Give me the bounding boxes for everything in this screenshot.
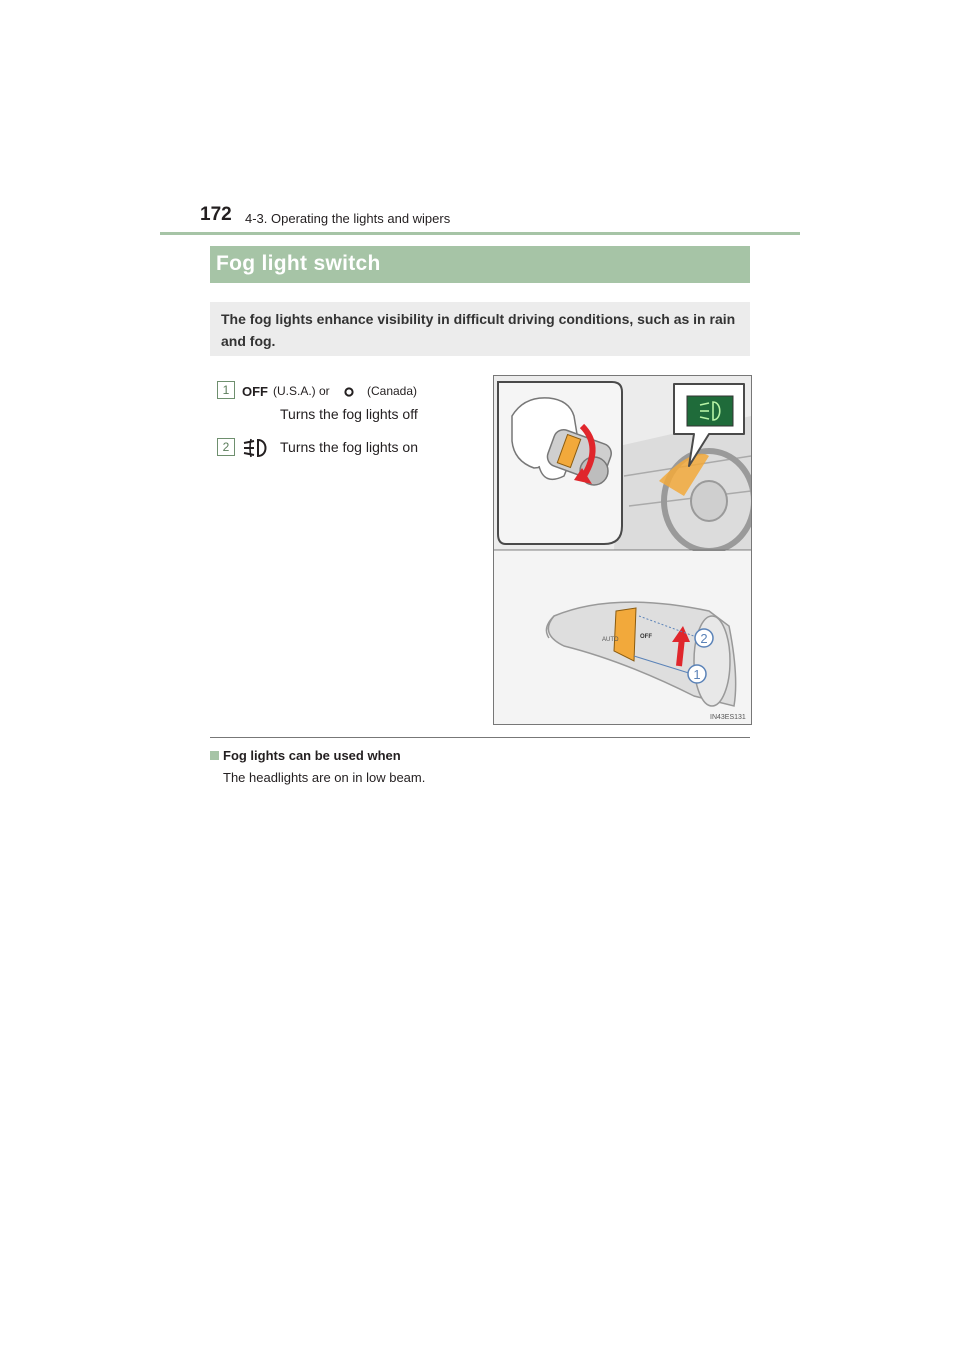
note-heading [210,748,401,763]
note-body: The headlights are on in low beam. [223,770,426,785]
item-number-2: 2 [217,438,235,456]
note-heading-text: Fog lights can be used when [223,748,401,763]
intro-text: The fog lights enhance visibility in difficult driving conditions, such as in rain and fog. [221,311,736,349]
off-label: OFF [242,384,268,399]
fog-light-icon [240,437,270,464]
intro-box [210,302,750,356]
item-description-2: Turns the fog lights on [280,439,419,455]
image-code: IN43ES131 [710,714,746,721]
item-number-1: 1 [217,381,235,399]
note-bullet-icon [210,751,219,760]
notes-rule [210,737,750,738]
canada-label: (Canada) [367,384,418,398]
page-title: Fog light switch [216,252,381,275]
callout-2-label: 2 [700,631,708,646]
off-circle-icon [343,385,355,403]
item-description-1: Turns the fog lights off [280,406,418,422]
lever-label-off: OFF [640,634,652,640]
usa-label: (U.S.A.) or [273,384,330,398]
title-bar [210,246,750,283]
section-title: 4-3. Operating the lights and wipers [245,211,451,226]
lever-label-auto: AUTO [602,637,619,643]
fog-switch-figure [493,375,752,725]
page-header [160,200,800,234]
callout-1-label: 1 [693,667,701,682]
page-number: 172 [200,204,232,225]
header-rule [160,232,800,235]
